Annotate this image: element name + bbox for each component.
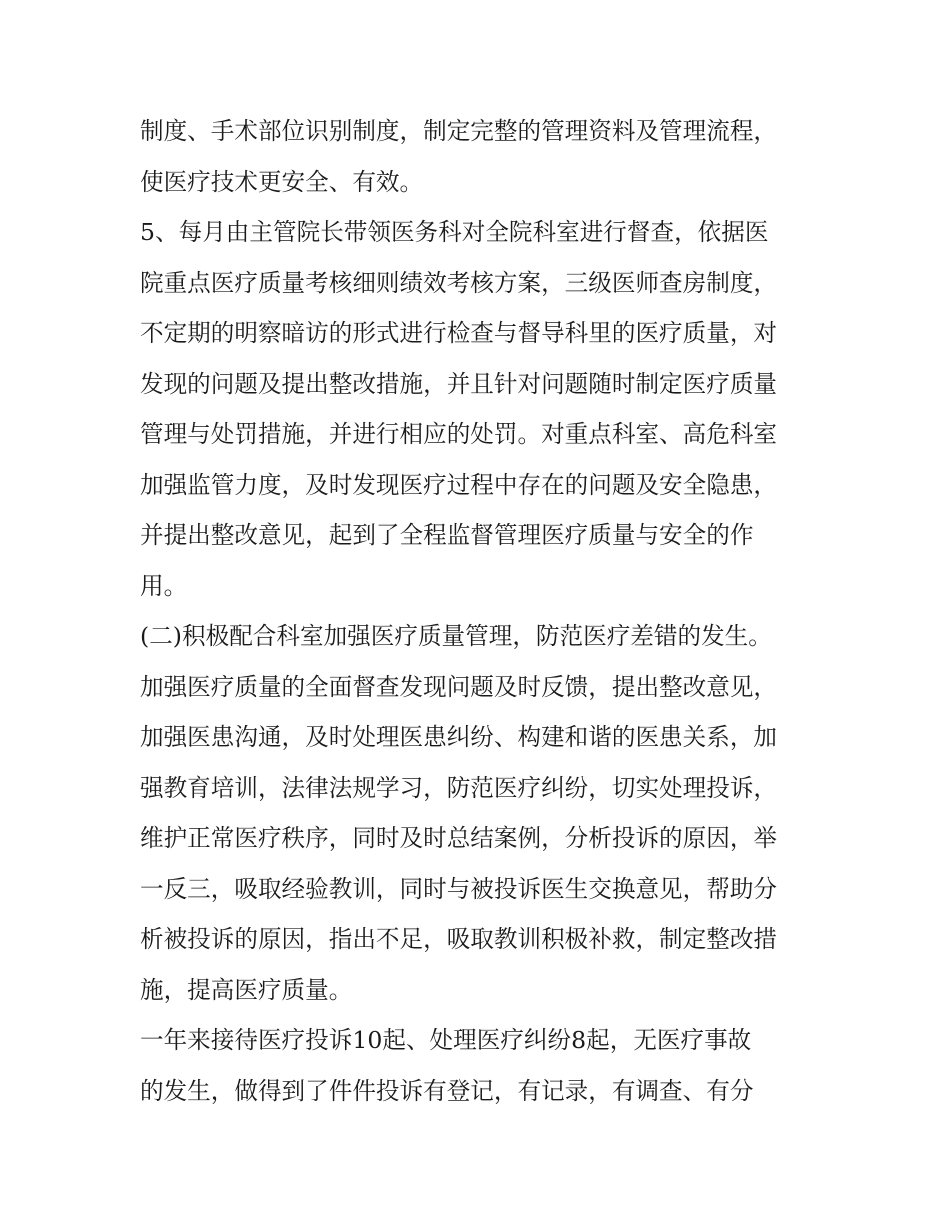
text-line: 管理与处罚措施，并进行相应的处罚。对重点科室、高危科室 <box>140 420 778 448</box>
text-line: 使医疗技术更安全、有效。 <box>140 167 424 196</box>
text-line: 并提出整改意见，起到了全程监督管理医疗质量与安全的作 <box>140 521 754 549</box>
text-line: 发现的问题及提出整改措施，并且针对问题随时制定医疗质量 <box>140 369 778 398</box>
section-heading: (二)积极配合科室加强医疗质量管理，防范医疗差错的发生。 <box>140 622 772 650</box>
text-line: 不定期的明察暗访的形式进行检查与督导科里的医疗质量，对 <box>140 319 778 347</box>
document-body <box>140 106 820 1116</box>
text-line: 析被投诉的原因，指出不足，吸取教训积极补救，制定整改措 <box>140 925 778 953</box>
text-line: 5、每月由主管院长带领医务科对全院科室进行督查，依据医 <box>140 218 769 246</box>
text-line: 施，提高医疗质量。 <box>140 975 353 1004</box>
text-line: 维护正常医疗秩序，同时及时总结案例，分析投诉的原因，举 <box>140 824 778 852</box>
text-line: 的发生，做得到了件件投诉有登记，有记录，有调查、有分 <box>140 1076 754 1105</box>
text-line: 强教育培训，法律法规学习，防范医疗纠纷，切实处理投诉， <box>140 773 778 802</box>
text-line: 加强医患沟通，及时处理医患纠纷、构建和谐的医患关系，加 <box>140 723 778 751</box>
text-line: 加强医疗质量的全面督查发现问题及时反馈，提出整改意见， <box>140 672 778 701</box>
text-line: 院重点医疗质量考核细则绩效考核方案，三级医师查房制度， <box>140 268 778 297</box>
text-line: 用。 <box>140 571 188 600</box>
text-line: 一反三，吸取经验教训，同时与被投诉医生交换意见，帮助分 <box>140 874 778 903</box>
text-line: 制度、手术部位识别制度，制定完整的管理资料及管理流程， <box>140 117 778 145</box>
text-line: 一年来接待医疗投诉10起、处理医疗纠纷8起，无医疗事故 <box>140 1026 752 1054</box>
text-line: 加强监管力度，及时发现医疗过程中存在的问题及安全隐患， <box>140 470 778 499</box>
